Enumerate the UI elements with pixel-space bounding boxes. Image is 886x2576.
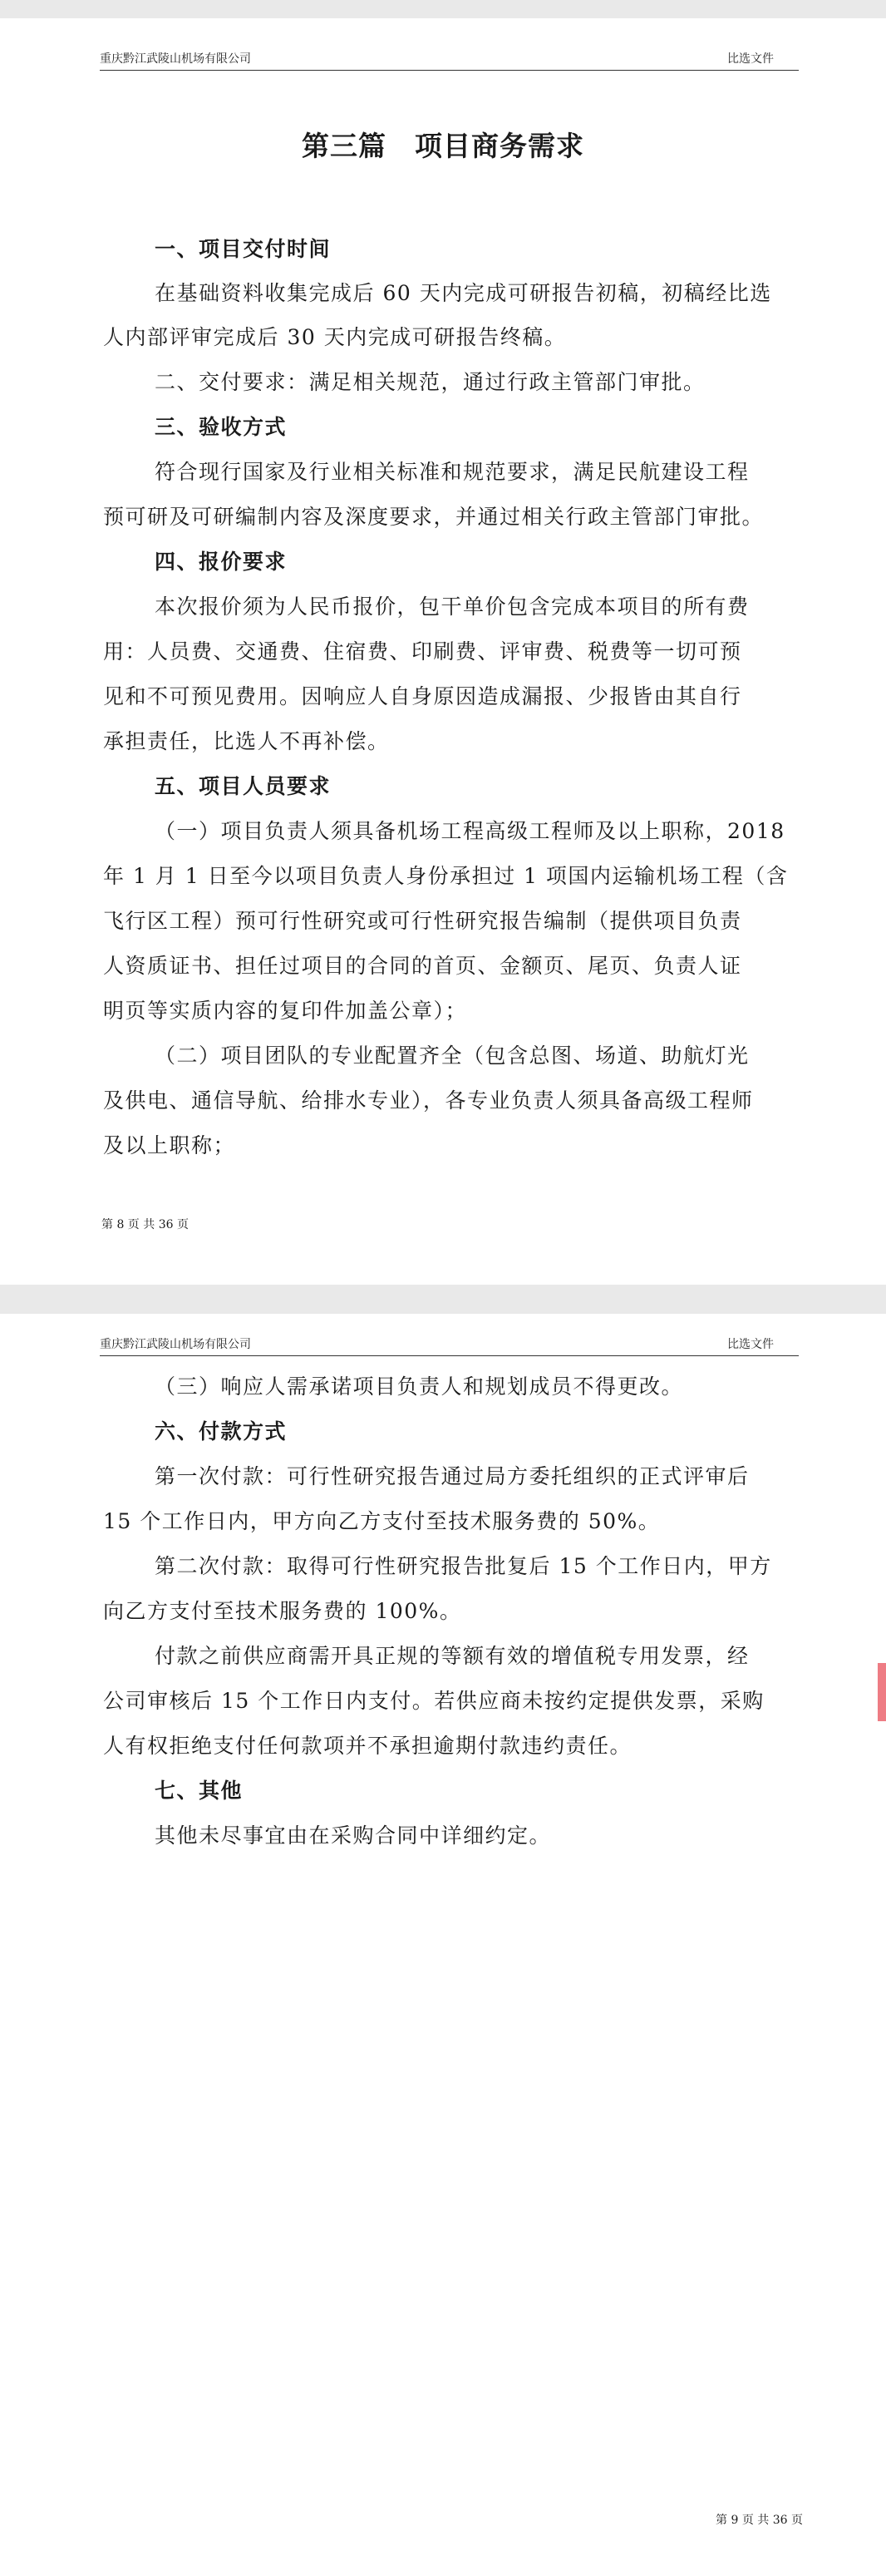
- heading-delivery-time: 一、项目交付时间: [155, 237, 332, 261]
- paragraph-line: 第二次付款：取得可行性研究报告批复后 15 个工作日内，甲方: [155, 1554, 772, 1578]
- heading-payment: 六、付款方式: [155, 1419, 288, 1443]
- paragraph-line: 明页等实质内容的复印件加盖公章）；: [103, 999, 468, 1023]
- paragraph-line: 其他未尽事宜由在采购合同中详细约定。: [155, 1823, 552, 1848]
- paragraph-line: 用：人员费、交通费、住宿费、印刷费、评审费、税费等一切可预: [103, 639, 742, 664]
- heading-quotation: 四、报价要求: [155, 550, 288, 574]
- paragraph-line: 人内部评审完成后 30 天内完成可研报告终稿。: [103, 325, 567, 349]
- page-header: [100, 1337, 799, 1356]
- header-doc-type: 比选文件: [727, 1338, 774, 1351]
- page-number: 第 8 页 共 36 页: [101, 1218, 189, 1231]
- page-header: [100, 52, 799, 71]
- heading-personnel: 五、项目人员要求: [155, 774, 332, 798]
- paragraph-line: 付款之前供应商需开具正规的等额有效的增值税专用发票，经: [155, 1644, 750, 1668]
- paragraph-line: 预可研及可研编制内容及深度要求，并通过相关行政主管部门审批。: [103, 505, 765, 529]
- section-title: 第三篇 项目商务需求: [302, 130, 584, 162]
- paragraph-line: 飞行区工程）预可行性研究或可行性研究报告编制（提供项目负责: [103, 909, 742, 933]
- paragraph-line: 公司审核后 15 个工作日内支付。若供应商未按约定提供发票，采购: [103, 1689, 765, 1713]
- document-page-9: [0, 1314, 886, 2576]
- page-number: 第 9 页 共 36 页: [716, 2514, 803, 2527]
- paragraph-line: 人资质证书、担任过项目的合同的首页、金额页、尾页、负责人证: [103, 954, 742, 978]
- paragraph-line: 第一次付款：可行性研究报告通过局方委托组织的正式评审后: [155, 1464, 750, 1488]
- paragraph-line: （二）项目团队的专业配置齐全（包含总图、场道、助航灯光: [155, 1044, 750, 1068]
- paragraph-line: 15 个工作日内，甲方向乙方支付至技术服务费的 50%。: [103, 1509, 661, 1533]
- paragraph-line: 承担责任，比选人不再补偿。: [103, 729, 390, 753]
- paragraph-line: （三）响应人需承诺项目负责人和规划成员不得更改。: [155, 1374, 684, 1399]
- paragraph-line: 年 1 月 1 日至今以项目负责人身份承担过 1 项国内运输机场工程（含: [103, 864, 789, 888]
- paragraph-line: 符合现行国家及行业相关标准和规范要求，满足民航建设工程: [155, 460, 750, 484]
- paragraph-line: 人有权拒绝支付任何款项并不承担逾期付款违约责任。: [103, 1734, 633, 1758]
- paragraph-line: 向乙方支付至技术服务费的 100%。: [103, 1599, 462, 1623]
- paragraph-line: 见和不可预见费用。因响应人自身原因造成漏报、少报皆由其自行: [103, 684, 742, 708]
- paragraph-line: （一）项目负责人须具备机场工程高级工程师及以上职称，2018: [155, 819, 785, 843]
- header-company: 重庆黔江武陵山机场有限公司: [100, 1338, 251, 1351]
- paragraph-line: 及以上职称；: [103, 1133, 236, 1157]
- heading-delivery-requirement: 二、交付要求：满足相关规范，通过行政主管部门审批。: [155, 370, 706, 394]
- document-page-8: [0, 18, 886, 1285]
- heading-acceptance: 三、验收方式: [155, 415, 288, 439]
- seal-stamp-edge: [878, 1663, 886, 1721]
- header-company: 重庆黔江武陵山机场有限公司: [100, 52, 251, 66]
- header-doc-type: 比选文件: [727, 52, 774, 66]
- paragraph-line: 及供电、通信导航、给排水专业），各专业负责人须具备高级工程师: [103, 1088, 754, 1113]
- paragraph-line: 在基础资料收集完成后 60 天内完成可研报告初稿，初稿经比选: [155, 281, 772, 305]
- heading-other: 七、其他: [155, 1779, 244, 1803]
- paragraph-line: 本次报价须为人民币报价，包干单价包含完成本项目的所有费: [155, 595, 750, 619]
